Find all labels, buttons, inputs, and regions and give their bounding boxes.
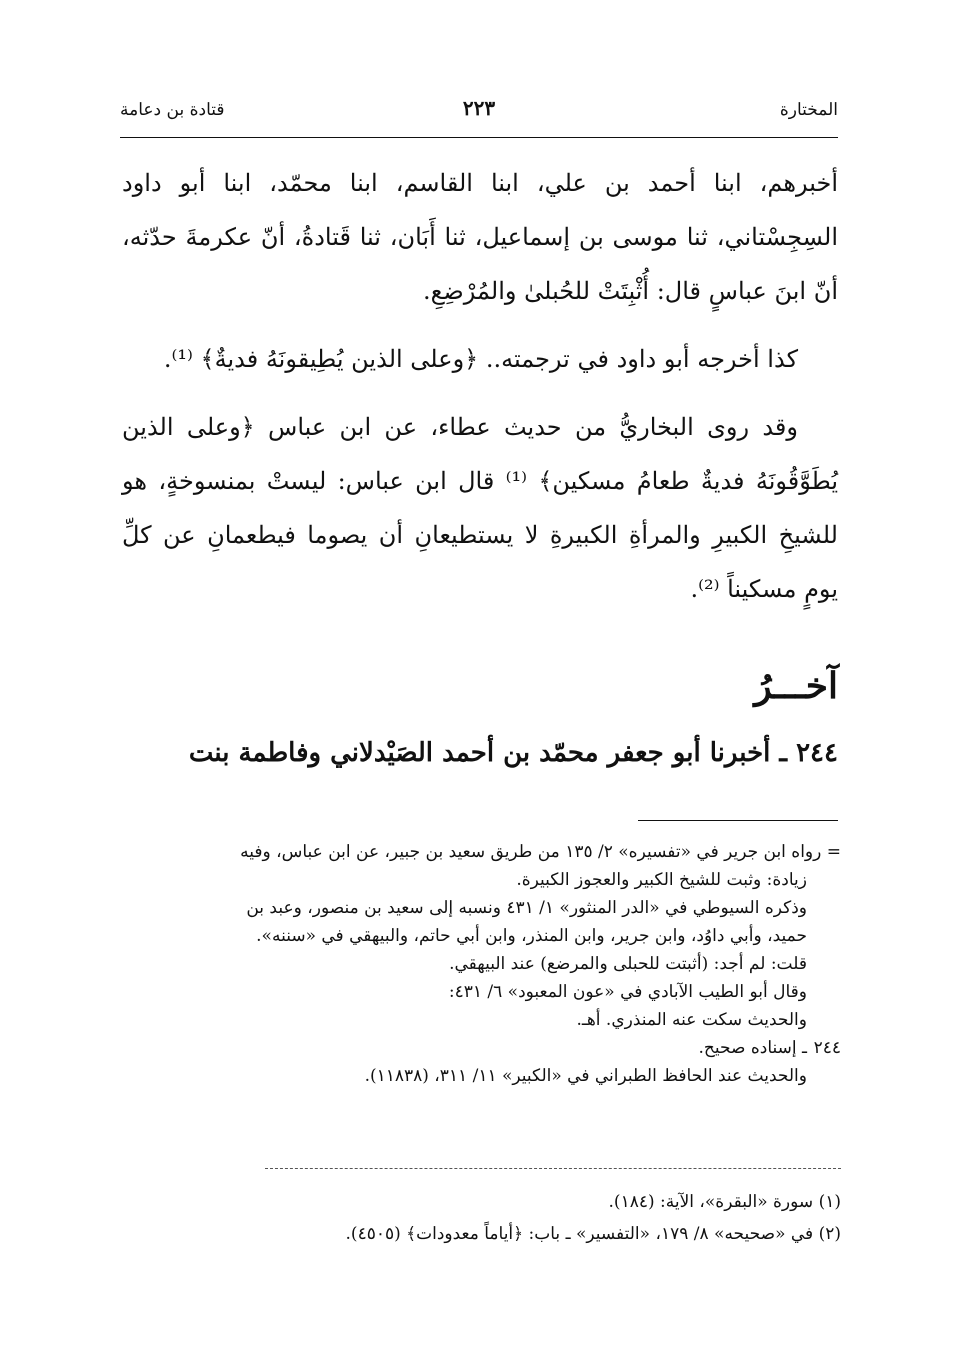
- footnote-1: (١) سورة «البقرة»، الآية: (١٨٤).: [608, 1192, 841, 1212]
- note-line: وذكره السيوطي في «الدر المنثور» ١/ ٤٣١ ونسبه إلى سعيد بن منصور، وعبد بن: [246, 898, 807, 918]
- note-line: = رواه ابن جرير في «تفسيره» ٢/ ١٣٥ من طريق سعيد بن جبير، عن ابن عباس، وفيه: [240, 842, 841, 862]
- section-title: قتادة بن دعامة: [120, 100, 225, 120]
- footnotes: [122, 1186, 841, 1250]
- note-line: وقال أبو الطيب الآبادي في «عون المعبود» ٦/ ٤٣١:: [448, 982, 807, 1002]
- hadith-244-start: ٢٤٤ ـ أخبرنا أبو جعفر محمّد بن أحمد الصَيْدلاني وفاطمة بنت: [188, 738, 838, 768]
- note-line: زيادة: وثبت للشيخ الكبير والعجوز الكبيرة.: [516, 870, 807, 890]
- note-line: والحديث سكت عنه المنذري. أهـ.: [576, 1010, 807, 1030]
- note-line: حميد، وأبي داوُد، وابن جرير، وابن المنذر، وابن أبي حاتم، والبيهقي في «سننه».: [256, 926, 807, 946]
- page-number: ٢٢٣: [462, 96, 496, 120]
- notes-rule: [638, 820, 838, 821]
- running-header: [120, 96, 838, 130]
- note-line: قلت: لم أجد: (أثبتت للحبلى والمرضع) عند البيهقي.: [449, 954, 807, 974]
- main-text: [122, 156, 838, 794]
- note-text: ـ إسناده صحيح.: [698, 1038, 807, 1058]
- note-number: ٢٤٤: [813, 1038, 841, 1058]
- commentary-notes: [122, 838, 841, 1090]
- book-title: المختارة: [779, 100, 838, 120]
- section-heading: آخـــرُ: [754, 665, 838, 707]
- note-line: والحديث عند الحافظ الطبراني في «الكبير» ١١/ ٣١١، (١١٨٣٨).: [364, 1066, 807, 1086]
- footnote-separator: [265, 1168, 841, 1169]
- footnote-2: (٢) في «صحيحه» ٨/ ١٧٩، «التفسير» ـ باب: ﴿أياماً معدودات﴾ (٤٥٠٥).: [345, 1224, 841, 1244]
- header-rule: [120, 137, 838, 138]
- paragraph-3: وقد روى البخاريُّ من حديث عطاء، عن ابن عباس ﴿وعلى الذين يُطَوَّقُونَهُ فديةٌ طعامُ مسكين﴾ ⁽¹⁾ قال ابن عباس: ليستْ بمنسوخةٍ، هو للشيخِ الكبيرِ والمرأةِ الكبيرةِ لا يستطيعانِ أن يصوما فيطعمانِ عن كلِّ يومٍ مسكيناً ⁽²⁾.: [122, 413, 839, 603]
- paragraph-1: أخبرهم، ابنا أحمد بن علي، ابنا القاسم، ابنا محمّد، ابنا أبو داود السِجِسْتاني، ثنا موسى بن إسماعيل، ثنا أَبَان، ثنا قَتادةُ، أنّ عكرمةَ حدّثه، أنّ ابنَ عباسٍ قال: أُثْبِتَتْ للحُبلىٰ والمُرْضِعِ.: [122, 169, 838, 305]
- paragraph-2: كذا أخرجه أبو داود في ترجمته.. ﴿وعلى الذين يُطِيقونَهُ فديةٌ﴾ ⁽¹⁾.: [163, 345, 798, 373]
- note-line-244: [122, 1034, 841, 1062]
